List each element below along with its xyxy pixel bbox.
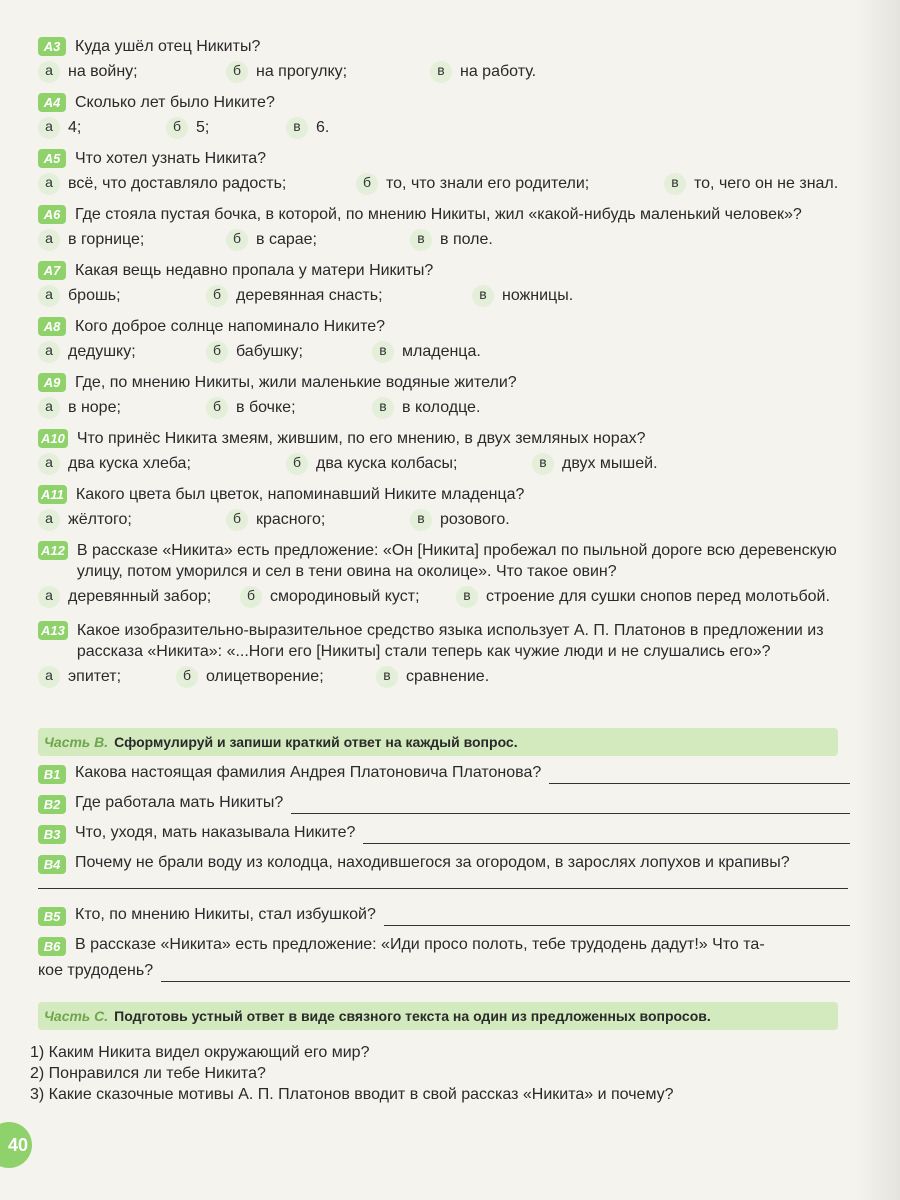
short-answer-question-text: кое трудодень?: [38, 962, 154, 979]
option-letter: в: [410, 509, 432, 531]
option-letter: б: [226, 61, 248, 83]
question-line: [38, 36, 853, 57]
answer-option[interactable]: [532, 453, 658, 475]
answer-option[interactable]: [372, 341, 481, 363]
answer-option[interactable]: [38, 586, 211, 608]
question-a12: [38, 540, 853, 612]
option-letter: а: [38, 117, 60, 139]
part-c-instruction: Подготовь устный ответ в виде связного текста на один из предложенных вопросов.: [114, 1008, 711, 1024]
option-text: всё, что доставляло радость;: [68, 175, 287, 192]
answer-options: [38, 453, 853, 479]
option-letter: а: [38, 509, 60, 531]
short-answer-b3: [38, 822, 850, 844]
part-c-label: Часть С.: [44, 1008, 109, 1024]
answer-blank-line[interactable]: [38, 888, 848, 889]
question-a8: [38, 316, 853, 367]
question-number-badge: A4: [38, 93, 66, 112]
option-text: двух мышей.: [562, 455, 658, 472]
answer-blank-line[interactable]: [549, 769, 850, 784]
option-letter: б: [226, 229, 248, 251]
answer-option[interactable]: [206, 341, 303, 363]
page-number: 40: [0, 1122, 32, 1168]
answer-option[interactable]: [472, 285, 573, 307]
option-letter: в: [532, 453, 554, 475]
question-text: Сколько лет было Никите?: [75, 94, 275, 111]
option-text: розового.: [440, 511, 510, 528]
question-number-badge: B2: [38, 795, 66, 814]
question-a6: [38, 204, 853, 255]
short-answer-line: [38, 762, 850, 784]
option-text: ножницы.: [502, 287, 574, 304]
option-text: дедушку;: [68, 343, 136, 360]
page-edge-shadow: [858, 0, 900, 1200]
short-answer-line: [38, 792, 850, 814]
short-answer-line: [38, 934, 850, 956]
short-answer-b4: [38, 852, 850, 874]
option-text: в бочке;: [236, 399, 296, 416]
question-line: [38, 260, 853, 281]
question-number-badge: A3: [38, 37, 66, 56]
answer-blank-line[interactable]: [161, 967, 850, 982]
short-answer-line: [38, 904, 850, 926]
short-answer-question-text: Кто, по мнению Никиты, стал избушкой?: [75, 906, 376, 923]
answer-option[interactable]: [410, 229, 493, 251]
answer-option[interactable]: [38, 229, 144, 251]
question-a3: [38, 36, 853, 87]
option-letter: а: [38, 453, 60, 475]
option-letter: в: [430, 61, 452, 83]
question-text: Кого доброе солнце напоминало Никите?: [75, 318, 386, 335]
question-number-badge: A5: [38, 149, 66, 168]
option-text: на войну;: [68, 63, 138, 80]
short-answer-question-text: Что, уходя, мать наказывала Никите?: [75, 824, 356, 841]
question-text: Что хотел узнать Никита?: [75, 150, 267, 167]
option-text: брошь;: [68, 287, 121, 304]
answer-option[interactable]: [206, 285, 383, 307]
answer-option[interactable]: [38, 666, 121, 688]
option-letter: а: [38, 586, 60, 608]
part-b-label: Часть В.: [44, 734, 109, 750]
question-number-badge: A11: [38, 485, 67, 504]
answer-option[interactable]: [664, 173, 838, 195]
answer-option[interactable]: [38, 453, 191, 475]
answer-option[interactable]: [206, 397, 296, 419]
question-a10: [38, 428, 853, 479]
question-text: Какая вещь недавно пропала у матери Никиты?: [75, 262, 434, 279]
option-text: на работу.: [460, 63, 537, 80]
question-text: Какое изобразительно-выразительное средство языка использует А. П. Платонов в предложении из рассказа «Никита»: «...Ноги его [Никиты] стали теперь как чужие люди и не слушались его»?: [76, 622, 824, 660]
question-number-badge: A9: [38, 373, 66, 392]
answer-options: [38, 117, 853, 143]
option-text: то, что знали его родители;: [386, 175, 590, 192]
question-number-badge: B1: [38, 765, 66, 784]
question-number-badge: A7: [38, 261, 66, 280]
answer-option[interactable]: [356, 173, 589, 195]
answer-option[interactable]: [38, 509, 132, 531]
option-letter: в: [372, 397, 394, 419]
option-text: 5;: [196, 119, 210, 136]
option-text: строение для сушки снопов перед молотьбой.: [486, 588, 830, 605]
option-letter: а: [38, 173, 60, 195]
option-text: красного;: [256, 511, 326, 528]
short-answer-line: [38, 852, 850, 874]
short-answer-question-text: Какова настоящая фамилия Андрея Платоновича Платонова?: [75, 764, 542, 781]
answer-option[interactable]: [38, 173, 286, 195]
question-a7: [38, 260, 853, 311]
question-line: [38, 540, 853, 582]
part-c-header: [38, 1002, 838, 1030]
question-number-badge: A8: [38, 317, 66, 336]
question-number-badge: B5: [38, 907, 66, 926]
answer-blank-line[interactable]: [384, 911, 850, 926]
question-text: Какого цвета был цветок, напоминавший Никите младенца?: [75, 486, 525, 503]
answer-option[interactable]: [226, 229, 317, 251]
answer-option[interactable]: [38, 397, 121, 419]
question-number-badge: B3: [38, 825, 66, 844]
option-text: в колодце.: [402, 399, 481, 416]
short-answer-b6b: [38, 960, 850, 982]
question-number-badge: A12: [38, 541, 68, 560]
option-letter: а: [38, 285, 60, 307]
option-letter: в: [456, 586, 478, 608]
answer-option[interactable]: [38, 61, 138, 83]
answer-options: [38, 397, 853, 423]
question-a11: [38, 484, 853, 535]
option-letter: б: [206, 397, 228, 419]
answer-blank-line[interactable]: [291, 799, 850, 814]
option-text: эпитет;: [68, 668, 122, 685]
question-a5: [38, 148, 853, 199]
option-text: жёлтого;: [68, 511, 132, 528]
option-letter: б: [176, 666, 198, 688]
short-answer-b1: [38, 762, 850, 784]
option-letter: а: [38, 61, 60, 83]
answer-option[interactable]: [410, 509, 510, 531]
question-text: Куда ушёл отец Никиты?: [75, 38, 261, 55]
option-text: 6.: [316, 119, 330, 136]
question-number-badge: A10: [38, 429, 68, 448]
answer-option[interactable]: [456, 586, 830, 608]
question-number-badge: B6: [38, 937, 66, 956]
answer-options: [38, 341, 853, 367]
option-text: в норе;: [68, 399, 121, 416]
part-c-item: 2) Понравился ли тебе Никита?: [30, 1065, 266, 1082]
option-letter: в: [286, 117, 308, 139]
option-letter: а: [38, 397, 60, 419]
answer-option[interactable]: [38, 341, 136, 363]
question-line: [38, 484, 853, 505]
option-text: младенца.: [402, 343, 481, 360]
answer-options: [38, 285, 853, 311]
short-answer-line: [38, 960, 850, 982]
question-line: [38, 428, 853, 449]
question-number-badge: A6: [38, 205, 66, 224]
option-text: в поле.: [440, 231, 493, 248]
answer-option[interactable]: [286, 117, 329, 139]
option-text: 4;: [68, 119, 82, 136]
part-c-item: 3) Какие сказочные мотивы А. П. Платонов вводит в свой рассказ «Никита» и почему?: [30, 1086, 674, 1103]
option-letter: б: [240, 586, 262, 608]
answer-options: [38, 61, 853, 87]
option-letter: а: [38, 341, 60, 363]
question-text: Что принёс Никита змеям, жившим, по его мнению, в двух земляных норах?: [76, 430, 646, 447]
short-answer-b6a: [38, 934, 850, 956]
question-text: Где стояла пустая бочка, в которой, по мнению Никиты, жил «какой-нибудь маленький человек»?: [75, 206, 802, 223]
option-letter: б: [226, 509, 248, 531]
option-text: деревянный забор;: [68, 588, 212, 605]
answer-option[interactable]: [166, 117, 209, 139]
option-text: то, чего он не знал.: [694, 175, 839, 192]
question-line: [38, 148, 853, 169]
option-text: смородиновый куст;: [270, 588, 420, 605]
answer-option[interactable]: [226, 61, 347, 83]
option-letter: б: [166, 117, 188, 139]
answer-option[interactable]: [38, 285, 121, 307]
option-letter: б: [206, 341, 228, 363]
option-letter: б: [206, 285, 228, 307]
option-text: в горнице;: [68, 231, 145, 248]
option-letter: б: [286, 453, 308, 475]
answer-option[interactable]: [176, 666, 324, 688]
answer-option[interactable]: [226, 509, 325, 531]
question-text: В рассказе «Никита» есть предложение: «Он [Никита] пробежал по пыльной дороге всю деревенскую улицу, потом уморился и сел в тени овина на околице». Что такое овин?: [76, 542, 837, 580]
option-text: деревянная снасть;: [236, 287, 383, 304]
question-a4: [38, 92, 853, 143]
question-a13: [38, 620, 853, 692]
answer-blank-line[interactable]: [363, 829, 850, 844]
part-b-instruction: Сформулируй и запиши краткий ответ на каждый вопрос.: [114, 734, 518, 750]
question-line: [38, 204, 853, 225]
option-letter: б: [356, 173, 378, 195]
short-answer-question-text: Почему не брали воду из колодца, находившегося за огородом, в зарослях лопухов и крапивы?: [75, 854, 790, 871]
option-text: на прогулку;: [256, 63, 348, 80]
answer-options: [38, 586, 853, 612]
short-answer-b5: [38, 904, 850, 926]
short-answer-question-text: В рассказе «Никита» есть предложение: «Иди просо полоть, тебе трудодень дадут!» Что та-: [75, 936, 765, 953]
short-answer-line: [38, 822, 850, 844]
answer-option[interactable]: [240, 586, 420, 608]
answer-option[interactable]: [372, 397, 480, 419]
option-text: олицетворение;: [206, 668, 324, 685]
option-letter: а: [38, 229, 60, 251]
answer-options: [38, 173, 853, 199]
option-text: два куска хлеба;: [68, 455, 191, 472]
answer-option[interactable]: [38, 117, 81, 139]
question-a9: [38, 372, 853, 423]
short-answer-question-text: Где работала мать Никиты?: [75, 794, 284, 811]
answer-option[interactable]: [286, 453, 457, 475]
option-text: сравнение.: [406, 668, 490, 685]
answer-option[interactable]: [430, 61, 536, 83]
answer-options: [38, 509, 853, 535]
answer-options: [38, 666, 853, 692]
part-b-header: [38, 728, 838, 756]
option-letter: в: [376, 666, 398, 688]
option-letter: в: [372, 341, 394, 363]
question-line: [38, 316, 853, 337]
question-line: [38, 372, 853, 393]
question-number-badge: A13: [38, 621, 68, 640]
option-text: бабушку;: [236, 343, 303, 360]
option-letter: в: [664, 173, 686, 195]
part-c-list: [30, 1042, 850, 1105]
question-line: [38, 620, 853, 662]
question-text: Где, по мнению Никиты, жили маленькие водяные жители?: [75, 374, 517, 391]
part-c-item: 1) Каким Никита видел окружающий его мир?: [30, 1044, 370, 1061]
option-text: два куска колбасы;: [316, 455, 458, 472]
short-answer-b2: [38, 792, 850, 814]
option-letter: а: [38, 666, 60, 688]
answer-option[interactable]: [376, 666, 489, 688]
answer-options: [38, 229, 853, 255]
option-letter: в: [472, 285, 494, 307]
question-number-badge: B4: [38, 855, 66, 874]
option-text: в сарае;: [256, 231, 317, 248]
option-letter: в: [410, 229, 432, 251]
question-line: [38, 92, 853, 113]
